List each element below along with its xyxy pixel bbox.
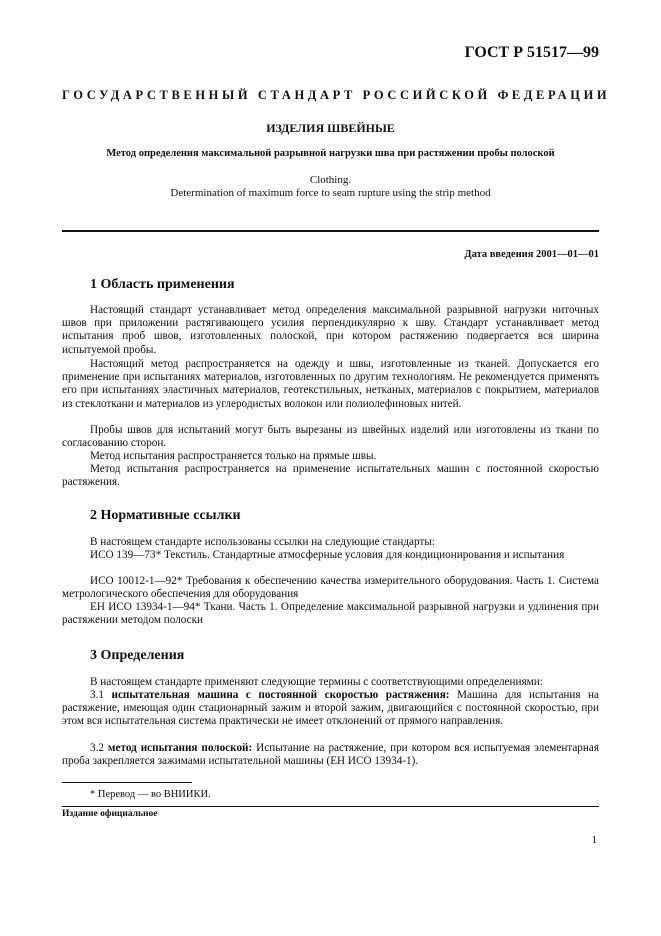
paragraph: Настоящий метод распространяется на одежду и швы, изготовленные из тканей. Допускается его применение при испытаниях материалов, изготовленных по другим технологиям. Не рекомендуется применять его при испытаниях эластичных материалов, геотекстильных, нетканых, материалов с покрытием, материалов из стеклоткани и материалов из углеродистых волокон или полиолефиновых нитей. xyxy=(62,358,599,410)
paragraph: Настоящий стандарт устанавливает метод определения максимальной разрывной нагрузки ниточных швов при приложении растягивающего усилия перпендикулярно к шву. Стандарт устанавливает метод испытания проб швов, изготовленных полоской, при котором растяжению подвергается вся ширина испытуемой пробы. xyxy=(62,304,599,356)
english-title-line-2: Determination of maximum force to seam rupture using the strip method xyxy=(170,187,491,199)
section-heading-scope: 1 Область применения xyxy=(90,277,235,292)
english-title-line-1: Clothing. xyxy=(309,174,352,186)
paragraph: Метод испытания распространяется только на прямые швы. xyxy=(90,450,377,462)
reference-item: ИСО 139—73* Текстиль. Стандартные атмосферные условия для кондиционирования и испытания xyxy=(90,549,565,561)
paragraph: В настоящем стандарте применяют следующие термины с соответствующими определениями: xyxy=(90,676,543,688)
paragraph: Метод испытания распространяется на применение испытательных машин с постоянной скоростью растяжения. xyxy=(62,463,599,489)
definition-item xyxy=(62,689,599,729)
paragraph: В настоящем стандарте использованы ссылки на следующие стандарты: xyxy=(90,536,435,548)
edition-label: Издание официальное xyxy=(62,809,158,819)
footnote-divider xyxy=(62,782,192,783)
section-heading-normative-references: 2 Нормативные ссылки xyxy=(90,508,241,523)
english-title-block xyxy=(62,174,599,200)
reference-item: ИСО 10012-1—92* Требования к обеспечению качества измерительного оборудования. Часть 1. Система метрологического обеспечения для оборудования xyxy=(62,575,599,601)
edition-divider xyxy=(62,806,599,807)
paragraph: Пробы швов для испытаний могут быть вырезаны из швейных изделий или изготовлены из ткани по согласованию сторон. xyxy=(62,424,599,450)
definition-number: 3.2 xyxy=(90,742,104,754)
section-heading-definitions: 3 Определения xyxy=(90,648,185,663)
definition-number: 3.1 xyxy=(90,689,104,701)
title-divider xyxy=(62,230,599,232)
state-standard-title: ГОСУДАРСТВЕННЫЙ СТАНДАРТ РОССИЙСКОЙ ФЕДЕРАЦИИ xyxy=(62,88,611,102)
reference-item: ЕН ИСО 13934-1—94* Ткани. Часть 1. Определение максимальной разрывной нагрузки и удлинения при растяжении методом полоски xyxy=(62,601,599,627)
definition-term: метод испытания полоской: xyxy=(107,742,253,754)
introduction-date: Дата введения 2001—01—01 xyxy=(464,249,599,260)
document-title: ИЗДЕЛИЯ ШВЕЙНЫЕ xyxy=(266,121,395,135)
definition-text: Испытание на растяжение, при котором вся испытуемая элементарная проба закрепляется зажимами испытательной машины (ЕН ИСО 13934-1). xyxy=(62,742,600,768)
definition-term: испытательная машина с постоянной скоростью растяжения: xyxy=(111,689,450,701)
footnote: * Перевод — во ВНИИКИ. xyxy=(90,789,211,800)
document-subtitle: Метод определения максимальной разрывной нагрузки шва при растяжении пробы полоской xyxy=(106,148,555,159)
document-number: ГОСТ Р 51517—99 xyxy=(464,44,599,61)
definition-text: Машина для испытания на растяжение, имеющая один стационарный зажим и второй зажим, двигающийся с постоянной скоростью, при этом вся испытательная система практически не имеет отклонений от прямого направления. xyxy=(62,689,600,728)
page-number: 1 xyxy=(591,834,597,846)
definition-item xyxy=(62,742,599,768)
